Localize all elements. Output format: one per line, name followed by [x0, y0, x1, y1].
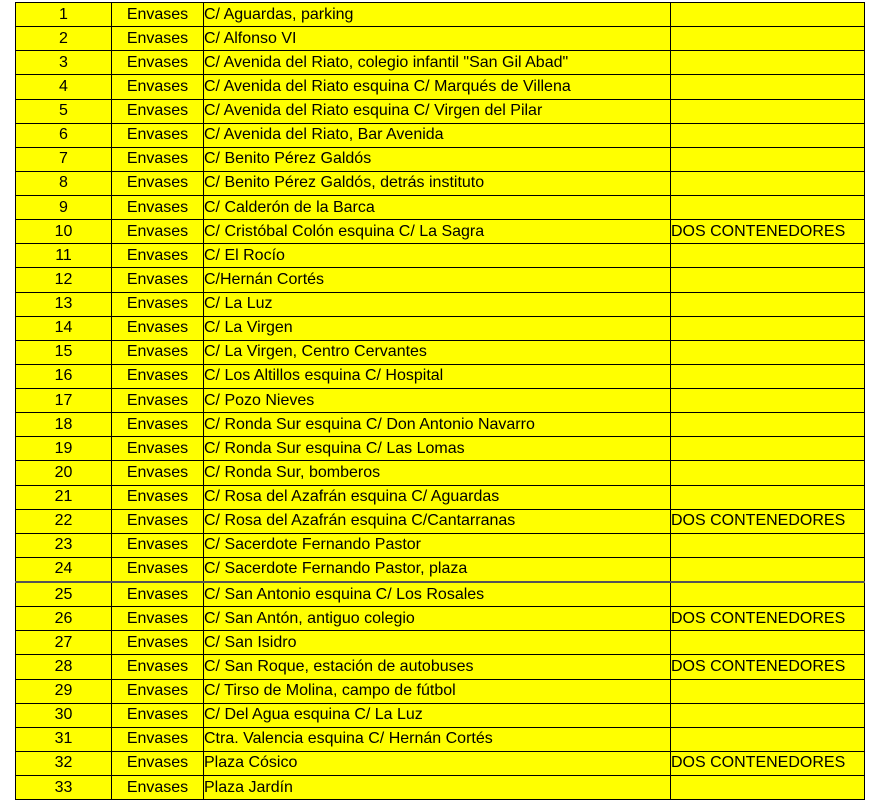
location-cell: C/ La Luz: [204, 292, 671, 316]
table-row: [16, 582, 865, 607]
container-type-cell: Envases: [112, 27, 204, 51]
container-type-cell: Envases: [112, 631, 204, 655]
table-row: [16, 655, 865, 679]
container-type-cell: Envases: [112, 461, 204, 485]
note-cell: [671, 533, 865, 557]
note-cell: [671, 196, 865, 220]
container-type-cell: Envases: [112, 437, 204, 461]
note-cell: [671, 268, 865, 292]
location-cell: C/ Rosa del Azafrán esquina C/ Aguardas: [204, 485, 671, 509]
location-cell: C/ Avenida del Riato, colegio infantil "San Gil Abad": [204, 51, 671, 75]
note-cell: [671, 485, 865, 509]
location-cell: C/ Benito Pérez Galdós, detrás instituto: [204, 171, 671, 195]
row-number-cell: 5: [16, 99, 112, 123]
container-type-cell: Envases: [112, 51, 204, 75]
row-number-cell: 23: [16, 533, 112, 557]
table-row: [16, 485, 865, 509]
location-cell: C/ Aguardas, parking: [204, 3, 671, 27]
note-cell: [671, 364, 865, 388]
note-cell: [671, 679, 865, 703]
location-cell: C/ Del Agua esquina C/ La Luz: [204, 703, 671, 727]
row-number-cell: 22: [16, 509, 112, 533]
table-row: [16, 461, 865, 485]
row-number-cell: 27: [16, 631, 112, 655]
note-cell: [671, 123, 865, 147]
location-cell: C/ San Antón, antiguo colegio: [204, 607, 671, 631]
note-cell: [671, 727, 865, 751]
container-type-cell: Envases: [112, 123, 204, 147]
note-cell: DOS CONTENEDORES: [671, 220, 865, 244]
location-cell: C/ Benito Pérez Galdós: [204, 147, 671, 171]
table-row: [16, 171, 865, 195]
table-row: [16, 3, 865, 27]
row-number-cell: 2: [16, 27, 112, 51]
container-type-cell: Envases: [112, 292, 204, 316]
container-type-cell: Envases: [112, 703, 204, 727]
note-cell: [671, 75, 865, 99]
table-row: [16, 27, 865, 51]
container-type-cell: Envases: [112, 171, 204, 195]
row-number-cell: 10: [16, 220, 112, 244]
table-row: [16, 51, 865, 75]
table-row: [16, 340, 865, 364]
row-number-cell: 15: [16, 340, 112, 364]
container-type-cell: Envases: [112, 413, 204, 437]
location-cell: C/ La Virgen, Centro Cervantes: [204, 340, 671, 364]
row-number-cell: 20: [16, 461, 112, 485]
note-cell: DOS CONTENEDORES: [671, 607, 865, 631]
row-number-cell: 6: [16, 123, 112, 147]
note-cell: [671, 703, 865, 727]
note-cell: [671, 582, 865, 607]
container-type-cell: Envases: [112, 389, 204, 413]
container-type-cell: Envases: [112, 196, 204, 220]
row-number-cell: 14: [16, 316, 112, 340]
table-row: [16, 220, 865, 244]
location-cell: Plaza Cósico: [204, 751, 671, 775]
row-number-cell: 18: [16, 413, 112, 437]
row-number-cell: 7: [16, 147, 112, 171]
location-cell: C/ Calderón de la Barca: [204, 196, 671, 220]
note-cell: [671, 316, 865, 340]
row-number-cell: 29: [16, 679, 112, 703]
location-cell: C/ Los Altillos esquina C/ Hospital: [204, 364, 671, 388]
table-row: [16, 244, 865, 268]
location-cell: C/ Sacerdote Fernando Pastor, plaza: [204, 557, 671, 582]
location-cell: C/ Avenida del Riato esquina C/ Virgen del Pilar: [204, 99, 671, 123]
row-number-cell: 1: [16, 3, 112, 27]
note-cell: [671, 3, 865, 27]
note-cell: [671, 292, 865, 316]
note-cell: [671, 147, 865, 171]
location-cell: C/ Ronda Sur esquina C/ Don Antonio Navarro: [204, 413, 671, 437]
container-type-cell: Envases: [112, 485, 204, 509]
table-row: [16, 364, 865, 388]
container-type-cell: Envases: [112, 655, 204, 679]
note-cell: [671, 413, 865, 437]
note-cell: [671, 171, 865, 195]
location-cell: C/ Tirso de Molina, campo de fútbol: [204, 679, 671, 703]
table-row: [16, 533, 865, 557]
location-cell: C/ Ronda Sur, bomberos: [204, 461, 671, 485]
row-number-cell: 16: [16, 364, 112, 388]
location-cell: C/ Ronda Sur esquina C/ Las Lomas: [204, 437, 671, 461]
note-cell: [671, 437, 865, 461]
container-type-cell: Envases: [112, 679, 204, 703]
table-row: [16, 776, 865, 800]
location-cell: C/ La Virgen: [204, 316, 671, 340]
note-cell: DOS CONTENEDORES: [671, 509, 865, 533]
row-number-cell: 21: [16, 485, 112, 509]
table-row: [16, 75, 865, 99]
table-row: [16, 437, 865, 461]
note-cell: [671, 51, 865, 75]
location-cell: C/ Avenida del Riato, Bar Avenida: [204, 123, 671, 147]
note-cell: [671, 244, 865, 268]
container-type-cell: Envases: [112, 727, 204, 751]
table-row: [16, 196, 865, 220]
table-row: [16, 751, 865, 775]
row-number-cell: 24: [16, 557, 112, 582]
row-number-cell: 19: [16, 437, 112, 461]
location-cell: C/ Cristóbal Colón esquina C/ La Sagra: [204, 220, 671, 244]
location-cell: C/ San Isidro: [204, 631, 671, 655]
note-cell: [671, 340, 865, 364]
container-type-cell: Envases: [112, 776, 204, 800]
location-cell: Plaza Jardín: [204, 776, 671, 800]
container-type-cell: Envases: [112, 533, 204, 557]
table-row: [16, 413, 865, 437]
note-cell: [671, 99, 865, 123]
table-row: [16, 703, 865, 727]
row-number-cell: 33: [16, 776, 112, 800]
container-type-cell: Envases: [112, 364, 204, 388]
table-row: [16, 557, 865, 582]
row-number-cell: 28: [16, 655, 112, 679]
note-cell: DOS CONTENEDORES: [671, 655, 865, 679]
note-cell: [671, 389, 865, 413]
row-number-cell: 26: [16, 607, 112, 631]
table-row: [16, 316, 865, 340]
container-type-cell: Envases: [112, 751, 204, 775]
row-number-cell: 3: [16, 51, 112, 75]
row-number-cell: 4: [16, 75, 112, 99]
location-cell: C/ Avenida del Riato esquina C/ Marqués de Villena: [204, 75, 671, 99]
location-cell: Ctra. Valencia esquina C/ Hernán Cortés: [204, 727, 671, 751]
row-number-cell: 17: [16, 389, 112, 413]
table-row: [16, 679, 865, 703]
row-number-cell: 25: [16, 582, 112, 607]
note-cell: [671, 557, 865, 582]
container-type-cell: Envases: [112, 557, 204, 582]
note-cell: [671, 461, 865, 485]
container-type-cell: Envases: [112, 220, 204, 244]
container-type-cell: Envases: [112, 99, 204, 123]
container-type-cell: Envases: [112, 509, 204, 533]
row-number-cell: 12: [16, 268, 112, 292]
location-cell: C/ San Roque, estación de autobuses: [204, 655, 671, 679]
container-type-cell: Envases: [112, 3, 204, 27]
table-row: [16, 389, 865, 413]
container-type-cell: Envases: [112, 244, 204, 268]
table-row: [16, 123, 865, 147]
table-row: [16, 292, 865, 316]
location-cell: C/ El Rocío: [204, 244, 671, 268]
note-cell: [671, 776, 865, 800]
table-row: [16, 99, 865, 123]
table-row: [16, 727, 865, 751]
row-number-cell: 13: [16, 292, 112, 316]
location-cell: C/ San Antonio esquina C/ Los Rosales: [204, 582, 671, 607]
location-cell: C/ Rosa del Azafrán esquina C/Cantarranas: [204, 509, 671, 533]
container-type-cell: Envases: [112, 268, 204, 292]
row-number-cell: 8: [16, 171, 112, 195]
row-number-cell: 30: [16, 703, 112, 727]
container-type-cell: Envases: [112, 75, 204, 99]
table-row: [16, 509, 865, 533]
container-locations-table: [15, 2, 865, 800]
container-type-cell: Envases: [112, 147, 204, 171]
container-type-cell: Envases: [112, 607, 204, 631]
table-row: [16, 147, 865, 171]
row-number-cell: 11: [16, 244, 112, 268]
row-number-cell: 32: [16, 751, 112, 775]
table-row: [16, 631, 865, 655]
location-cell: C/ Alfonso VI: [204, 27, 671, 51]
table-row: [16, 607, 865, 631]
note-cell: DOS CONTENEDORES: [671, 751, 865, 775]
container-type-cell: Envases: [112, 340, 204, 364]
container-type-cell: Envases: [112, 316, 204, 340]
row-number-cell: 9: [16, 196, 112, 220]
location-cell: C/ Sacerdote Fernando Pastor: [204, 533, 671, 557]
row-number-cell: 31: [16, 727, 112, 751]
note-cell: [671, 27, 865, 51]
note-cell: [671, 631, 865, 655]
container-type-cell: Envases: [112, 582, 204, 607]
location-cell: C/ Pozo Nieves: [204, 389, 671, 413]
table-body: [16, 3, 865, 800]
table-row: [16, 268, 865, 292]
location-cell: C/Hernán Cortés: [204, 268, 671, 292]
